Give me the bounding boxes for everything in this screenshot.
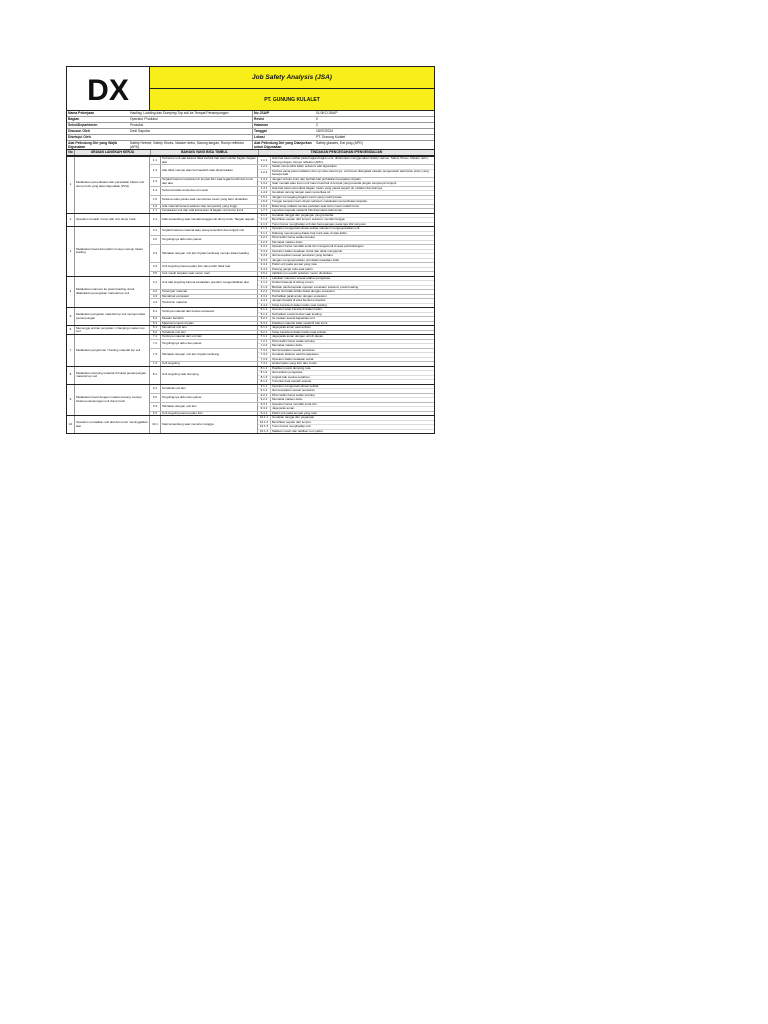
control-text: Hindari jalan yang licin dan curam. xyxy=(272,361,318,365)
info-label: Disetujui Oleh xyxy=(68,135,91,139)
control-number: 1.7.1 xyxy=(258,209,271,213)
control-text: Turunkan bak setelah selesai. xyxy=(272,379,312,383)
step-number: 10 xyxy=(67,416,75,433)
hazard-number: 3.2 xyxy=(150,236,161,244)
control-text: Pastikan material tidak melebihi bak truck. xyxy=(272,320,329,325)
column-hazard: BAHAYA YANG BISA TIMBUL xyxy=(150,150,258,155)
control-text: Jangan berada di area bucket excavator. xyxy=(272,298,327,302)
control-text: Tunggu sampai mesin dingin sebelum melakukan pemeriksaan lanjutan. xyxy=(272,199,368,203)
control-number: 3.2.1 xyxy=(258,236,271,240)
control-text: Perhatikan posisi bucket saat loading. xyxy=(272,311,323,316)
control-number: 4.1.1 xyxy=(258,277,271,281)
hazard-number: 1.3 xyxy=(150,178,161,186)
control-text: Laporkan kepada mekanik bila ditemukan kebocoran. xyxy=(272,208,344,212)
hazard-number: 6.1 xyxy=(150,326,161,330)
control-text: Jaga jarak aman dengan unit di depan. xyxy=(272,334,324,338)
control-number: 7.4.1 xyxy=(258,362,271,366)
hazard-number: 5.2 xyxy=(150,317,161,321)
control-number: 1.3.2 xyxy=(258,182,271,186)
control-number: 3.2.2 xyxy=(258,241,271,245)
control-row xyxy=(258,169,434,177)
hazard-number: 9.1 xyxy=(150,385,161,393)
control-number: 4.1.3 xyxy=(258,286,271,290)
control-text: Jaga jarak aman. xyxy=(272,406,296,410)
control-number: 4.4.2 xyxy=(258,304,271,308)
control-text: Perhatikan jarak aman dengan excavator. xyxy=(272,293,328,298)
hazard-number: 1.5 xyxy=(150,196,161,204)
hazard-row xyxy=(150,186,434,195)
control-number: 4.3.1 xyxy=(258,295,271,299)
hazard-text: Unit masih berjalan saat mesin mati xyxy=(161,272,258,276)
hazard-text: Tergulingnya debu dan panas xyxy=(161,340,258,348)
hazard-text: Unit terguling karena jalan licin dan parkir tidak rata xyxy=(161,263,258,271)
control-text: Operator dalam keadaan sehat. xyxy=(272,356,315,361)
hazard-text: Unit terguling saat dumping xyxy=(161,367,258,384)
hazard-row xyxy=(150,402,434,411)
control-text: Memakai masker debu. xyxy=(272,343,304,347)
hazard-row xyxy=(150,339,434,348)
table-row xyxy=(67,366,434,384)
table-row xyxy=(67,325,434,334)
control-text: Buka tutup radiator secara perlahan saat suhu mesin sudah turun. xyxy=(272,203,360,208)
control-text: Memakai masker debu. xyxy=(272,239,304,244)
hazard-text: Unit alat tergoling karena kesalahan operator mengendalikan alat xyxy=(161,277,258,290)
control-text: Isi muatan sesuai kapasitas unit. xyxy=(272,316,316,320)
control-number: 8.1.1 xyxy=(258,367,271,371)
control-text: Turun harus menghadap unit. xyxy=(272,424,312,428)
control-number: 3.3.2 xyxy=(258,250,271,254)
info-label: Alat Pelindung Diri yang Dianjurkan untuk Digunakan xyxy=(252,141,315,149)
control-text: Parkir unit pada tempat yang rata. xyxy=(272,410,318,415)
control-row xyxy=(258,362,434,366)
hazard-number: 1.2 xyxy=(150,165,161,177)
column-control: TINDAKAN PENCEGAHAN /PENGENDALIAN xyxy=(258,150,434,155)
control-number: 1.4.2 xyxy=(258,191,271,195)
control-number: 9.1.1 xyxy=(258,385,271,389)
table-row xyxy=(67,415,434,433)
step-text: Melakukan pengiriman / hauling material top soil xyxy=(75,335,150,366)
hazard-row xyxy=(150,208,434,213)
hazard-row xyxy=(150,262,434,271)
hazard-number: 1.7 xyxy=(150,209,161,213)
hazard-number: 3.1 xyxy=(150,227,161,235)
step-number: 5 xyxy=(67,308,75,325)
control-text: Ikut kecepatan sesuai peraturan. xyxy=(272,388,316,392)
hazard-row xyxy=(150,164,434,177)
hazard-text: Material tumpah di jalan xyxy=(161,322,258,326)
info-value: 2 xyxy=(316,123,318,127)
hazard-text: Menabrak excavator xyxy=(161,295,258,299)
hazard-number: 2.1 xyxy=(150,214,161,227)
control-number: 9.4.1 xyxy=(258,412,271,416)
hazard-row xyxy=(150,157,434,164)
info-row xyxy=(67,134,434,140)
control-text: Hati-hati saat melihat pada bagian-bagian unit, diharuskan menggunakan Safety Helmet, Safety Shoes, Masker debu, Sarung tangan, Rompi reflektor (APD). xyxy=(272,156,429,164)
control-text: Berikan tanda kepada operator excavator sebelum posisi loading. xyxy=(272,284,360,289)
control-number: 6.2.1 xyxy=(258,331,271,335)
info-value: Dedi Saputra xyxy=(130,129,150,133)
hazard-text: Alat tidak mampu atau bermasalah saat dioperasikan. xyxy=(161,165,258,177)
hazard-number: 8.1 xyxy=(150,367,161,384)
step-number: 2 xyxy=(67,214,75,227)
hazard-row xyxy=(150,393,434,402)
control-text: Ikuti arahan pengawas. xyxy=(272,370,304,374)
hazard-row xyxy=(150,244,434,262)
control-number: 9.1.2 xyxy=(258,389,271,393)
control-number: 2.1.1 xyxy=(258,214,271,218)
step-text: Melakukan dumping material di lokasi penampungan material top soil xyxy=(75,367,150,384)
hazard-text: Tergulingnya debu dan panas xyxy=(161,394,258,402)
control-text: Memakai masker debu. xyxy=(272,397,304,401)
hazard-text: Kaki tersandung saat menuruni tangga xyxy=(161,416,258,433)
control-number: 5.1.1 xyxy=(258,308,271,312)
control-text: Gunakan sarung tangan saat memeriksa oli. xyxy=(272,190,331,194)
control-number: 10.1.3 xyxy=(258,425,271,429)
info-label: Bagian xyxy=(68,117,80,121)
hazard-row xyxy=(150,308,434,316)
control-text: Aktifkan rem parkir sebelum mesin dimatikan. xyxy=(272,271,333,275)
step-text: Operator mematikan unit alat dan turun meninggalkan alat xyxy=(75,416,150,433)
hazard-text: Terbentur unit alat karena tidak berhati-hati saat melihat bagian-bagian alat xyxy=(161,157,258,164)
step-text: Melakukan manuver ke posisi loading untuk dilakukannya pengisian material top soil xyxy=(75,277,150,308)
table-row xyxy=(67,384,434,416)
control-number: 7.3.2 xyxy=(258,353,271,357)
hazard-number: 7.2 xyxy=(150,340,161,348)
hazard-number: 4.1 xyxy=(150,277,161,290)
hazard-text: Menabrak unit lain xyxy=(161,326,258,330)
hazard-text: Tertimpa material dari bucket excavator xyxy=(161,308,258,316)
control-text: Saat menaiki atau turun unit harus hati-hati di tempat yang tersedia jangan sampai jari terjepit. xyxy=(272,181,398,185)
info-value: Safety Helmet, Safety Shoes, Masker debu, Sarung tangan, Rompi reflektor (APD) xyxy=(130,141,244,149)
column-step: URAIAN LANGKAH KERJA xyxy=(74,150,150,155)
company-name: PT. GUNUNG KULALET xyxy=(150,88,434,110)
info-value: Produksi xyxy=(130,123,144,127)
hazard-text: Tertabrak unit lain xyxy=(161,331,258,335)
column-no: No xyxy=(68,150,73,154)
document-header xyxy=(67,67,434,111)
control-number: 3.4.1 xyxy=(258,263,271,267)
control-text: Gunakan tangga dan pegangan yang tersedia. xyxy=(272,212,334,217)
info-value: Safety glasses, Ear plug (APD) xyxy=(316,141,363,145)
control-number: 1.2.1 xyxy=(258,165,271,169)
hazard-number: 1.1 xyxy=(150,157,161,164)
table-body xyxy=(67,156,434,433)
step-number: 7 xyxy=(67,335,75,366)
control-number: 3.3.3 xyxy=(258,254,271,258)
control-text: Matikan mesin dan aktifkan rem parkir. xyxy=(272,428,324,433)
control-number: 2.1.3 xyxy=(258,223,271,227)
control-number: 10.1.1 xyxy=(258,416,271,420)
control-number: 3.1.1 xyxy=(258,227,271,231)
control-number: 4.2.1 xyxy=(258,290,271,294)
step-text: Operator menaiki / turun dari unit dump truck. xyxy=(75,214,150,227)
hazard-text: Unit terguling karena jalan licin xyxy=(161,412,258,416)
step-number: 4 xyxy=(67,277,75,308)
hazard-text: Kendaraan unit dan ada kebocoran di bagian unit dump truck xyxy=(161,209,258,213)
info-label: Tanggal xyxy=(252,129,315,134)
control-text: Bersihkan sepatu dari lumpur. xyxy=(272,419,312,424)
control-text: Jangan memegang bagian mesin yang masih panas. xyxy=(272,194,343,199)
control-number: 7.3.1 xyxy=(258,349,271,353)
control-number: 1.5.2 xyxy=(258,200,271,204)
company-logo xyxy=(67,67,150,110)
control-number: 7.1.1 xyxy=(258,335,271,339)
hazard-row xyxy=(150,361,434,366)
info-value: Operator Produksi xyxy=(130,117,158,121)
control-text: Operator tetap berada di dalam kabin. xyxy=(272,307,323,311)
control-number: 1.1.1 xyxy=(258,157,271,164)
hazard-number: 10.1 xyxy=(150,416,161,433)
info-label: Alat Pelindung Diri yang Wajib Digunakan xyxy=(68,141,118,149)
step-number: 3 xyxy=(67,227,75,276)
control-number: 9.2.1 xyxy=(258,394,271,398)
hazard-number: 6.2 xyxy=(150,331,161,335)
step-number: 8 xyxy=(67,367,75,384)
hazard-number: 5.1 xyxy=(150,308,161,316)
hazard-text: Terlempar material xyxy=(161,290,258,294)
control-number: 8.1.2 xyxy=(258,371,271,375)
hazard-number: 7.4 xyxy=(150,362,161,366)
hazard-text: Tergulingnya debu dan panas xyxy=(161,236,258,244)
hazard-row xyxy=(150,298,434,307)
control-text: Operator mengamati situasi sekitar. xyxy=(272,383,320,388)
control-text: Jangan terburu-buru dan berhati-hati perhatikan kecepatan di jalan. xyxy=(272,176,362,181)
control-text: Tetap berada di dalam kabin saat antrian. xyxy=(272,329,328,334)
control-number: 5.3.1 xyxy=(258,322,271,326)
step-number: 9 xyxy=(67,385,75,416)
control-text: Operator harus memiliki surat izin. xyxy=(272,401,318,406)
control-text: Pastikan posisi dumping rata. xyxy=(272,365,312,370)
hazard-number: 1.4 xyxy=(150,187,161,195)
hazard-number: 9.2 xyxy=(150,394,161,402)
table-row xyxy=(67,276,434,308)
control-text: Tetap berada di dalam kabin saat loading. xyxy=(272,302,328,307)
hazard-text: Tertabrak unit lain xyxy=(161,385,258,393)
control-text: Parkir unit pada tempat yang rata. xyxy=(272,262,318,266)
hazard-text: Ada material karena tekanan dan temperatur yang tinggi xyxy=(161,205,258,209)
hazard-number: 3.5 xyxy=(150,272,161,276)
control-number: 8.1.4 xyxy=(258,380,271,384)
info-label: Halaman xyxy=(252,123,315,128)
control-number: 8.1.3 xyxy=(258,376,271,380)
hazard-text: Tabrakan dengan unit lain di jalan tambang menuju lokasi loading xyxy=(161,245,258,262)
control-number: 5.2.1 xyxy=(258,317,271,321)
jsa-document xyxy=(66,66,435,434)
hazard-number: 9.4 xyxy=(150,412,161,416)
table-row xyxy=(67,226,434,276)
table-row xyxy=(67,156,434,213)
hazard-text: Terkena bahan kimia dan oli mesin xyxy=(161,187,258,195)
info-value: PT. Gunung Kulalet xyxy=(316,135,346,139)
info-value: 01/JKC/JSA/P xyxy=(316,111,338,115)
step-text: Melakukan pemeriksaan dan perawatan harian unit dump truck yang akan digunakan (P2H) xyxy=(75,157,150,213)
control-number: 1.2.2 xyxy=(258,170,271,177)
control-text: Pasang ganjal roda saat parkir. xyxy=(272,266,314,271)
control-number: 3.3.1 xyxy=(258,245,271,249)
control-text: Bersihkan sepatu dari lumpur sebelum menaiki tangga. xyxy=(272,217,346,221)
hazard-number: 7.3 xyxy=(150,349,161,362)
control-text: Gunakan klakson saat berpapasan. xyxy=(272,352,320,356)
hazard-row xyxy=(150,277,434,290)
control-text: Jaga jarak aman saat antrian. xyxy=(272,325,312,329)
hazard-row xyxy=(150,416,434,433)
info-row xyxy=(67,111,434,116)
control-number: 7.2.1 xyxy=(258,340,271,344)
control-number: 4.4.1 xyxy=(258,299,271,303)
hazard-number: 4.3 xyxy=(150,295,161,299)
hazard-row xyxy=(150,385,434,393)
control-number: 1.3.1 xyxy=(258,178,271,182)
info-label: Lokasi xyxy=(252,135,315,140)
document-title: Job Safety Analysis (JSA) xyxy=(150,67,434,88)
hazard-text: Tertimbun material xyxy=(161,299,258,307)
hazard-text: Terjatuh karena material atau orang tersentuh dan terjepit unit xyxy=(161,227,258,235)
hazard-number: 1.6 xyxy=(150,205,161,209)
control-text: Turun harus menghadap unit dan berpegangan pada tiga titik tumpuan. xyxy=(272,221,367,226)
control-text: Dilarang menumpang diatas bak truck atau di atas kabin. xyxy=(272,230,348,235)
control-number: 9.3.1 xyxy=(258,403,271,407)
control-number: 5.1.2 xyxy=(258,313,271,317)
hazard-text: Tabrakan dengan unit lain di jalan tambang xyxy=(161,349,258,362)
hazard-text: Kaki tersandung saat menaiki tangga unit dump truck, Tangan terjepit. xyxy=(161,214,258,227)
hazard-text: Muatan berlebih xyxy=(161,317,258,321)
info-value: 15/07/2024 xyxy=(316,129,333,133)
hazard-text: Terkena suku panas saat memeriksa mesin yang baru dimatikan xyxy=(161,196,258,204)
info-row xyxy=(67,122,434,128)
info-row xyxy=(67,128,434,134)
hazard-text: Terjatuh karena terpeleset di tempat licin saat tegak berdiri dan turun dari alat. xyxy=(161,178,258,186)
hazard-number: 4.2 xyxy=(150,290,161,294)
control-text: Pintu kabin harus selalu tertutup. xyxy=(272,338,316,343)
hazard-row xyxy=(150,214,434,227)
info-row xyxy=(67,140,434,149)
control-text: Lakukan manuver sesuai arahan pengawas. xyxy=(272,275,331,280)
control-number: 6.1.1 xyxy=(258,326,271,330)
control-number: 3.5.1 xyxy=(258,272,271,276)
control-text: Operator mengamati situasi sekitar sebelum mengoperasikan unit. xyxy=(272,226,361,230)
step-text: Melakukan travel dengan muatan kosong menuju lokasi penampungan unit dump truck xyxy=(75,385,150,416)
hazard-number: 3.4 xyxy=(150,263,161,271)
control-number: 1.4.1 xyxy=(258,187,271,191)
hazard-row xyxy=(150,227,434,235)
info-label: Nama Pekerjaan xyxy=(68,111,95,115)
control-text: Pintu kabin harus selalu tertutup. xyxy=(272,392,316,397)
control-number: 2.1.2 xyxy=(258,218,271,222)
control-text: Selalu cek kondisi kabin sebelum alat digunakan. xyxy=(272,164,338,168)
control-text: Gunakan tangga dan pegangan. xyxy=(272,415,316,419)
step-number: 1 xyxy=(67,157,75,213)
hazard-text: Tabrakan dengan unit lain xyxy=(161,403,258,411)
control-number: 9.3.2 xyxy=(258,407,271,411)
control-text: Ikut kecepatan sesuai peraturan yang berlaku. xyxy=(272,253,334,257)
control-number: 7.3.3 xyxy=(258,358,271,362)
control-row xyxy=(258,209,434,213)
step-number: 6 xyxy=(67,326,75,334)
control-text: Angkat bak secara perlahan. xyxy=(272,374,311,379)
control-number: 1.5.1 xyxy=(258,196,271,200)
control-row xyxy=(258,429,434,434)
control-number: 3.3.4 xyxy=(258,259,271,263)
info-value: 0 xyxy=(316,117,318,121)
control-text: Ikut kecepatan sesuai peraturan. xyxy=(272,347,316,352)
control-text: Operator dalam keadaan sehat dan tidak mengantuk. xyxy=(272,248,343,253)
table-row xyxy=(67,334,434,366)
hazard-row xyxy=(150,271,434,276)
table-row xyxy=(67,213,434,227)
control-text: Hati-hati saat memeriksa bagian mesin yang panas seperti oli, radiator dan lainnya. xyxy=(272,185,383,190)
control-number: 10.1.4 xyxy=(258,430,271,434)
document-info xyxy=(67,111,434,150)
info-label: Revisi xyxy=(252,117,315,122)
hazard-number: 9.3 xyxy=(150,403,161,411)
table-row xyxy=(67,307,434,325)
hazard-number: 3.3 xyxy=(150,245,161,262)
info-label: No JSA/P xyxy=(252,111,315,116)
step-text: Melakukan pengisian material top soil menuju lokasi penampungan xyxy=(75,308,150,325)
hazard-row xyxy=(150,177,434,186)
control-number: 1.6.1 xyxy=(258,205,271,209)
control-row xyxy=(258,379,434,384)
hazard-text: Unit terguling xyxy=(161,362,258,366)
hazard-number: 4.4 xyxy=(150,299,161,307)
hazard-number: 5.3 xyxy=(150,322,161,326)
control-number: 3.4.2 xyxy=(258,268,271,272)
control-row xyxy=(258,157,434,164)
svg-text:DX: DX xyxy=(87,73,129,104)
control-text: Posisi unit tidak terlalu dekat dengan excavator. xyxy=(272,289,336,293)
control-row xyxy=(258,272,434,276)
control-text: Pintu kabin harus selalu tertutup. xyxy=(272,235,316,239)
step-text: Menunggu antrian pengisian / changing muatan top soil xyxy=(75,326,150,334)
hazard-row xyxy=(150,348,434,362)
control-text: Hindari bekerja di tebing curam. xyxy=(272,280,315,284)
hazard-text: Tertimpa material dari unit lain xyxy=(161,335,258,339)
control-number: 3.1.2 xyxy=(258,232,271,236)
control-number: 7.2.2 xyxy=(258,344,271,348)
info-value xyxy=(129,135,252,140)
hazard-row xyxy=(150,235,434,244)
hazard-row xyxy=(150,367,434,384)
control-number: 4.1.2 xyxy=(258,281,271,285)
info-label: Seksi/Departemen xyxy=(68,123,98,127)
info-value: Hauling, Loading dan Dumping Top soil ke Tempat Penampungan xyxy=(130,111,229,115)
control-text: Periksa panel-panel indikator dan uji coba sistemnya, unit harus dilengkapi catatan pengecekan alat bantu sistim yang bekerja baik. xyxy=(272,168,429,176)
control-number: 9.2.2 xyxy=(258,398,271,402)
control-text: Operator harus memiliki surat izin mengemudi di area pertambangan. xyxy=(272,244,365,248)
step-text: Melakukan travel dari parkir menuju menuju lokasi loading xyxy=(75,227,150,276)
control-text: Jangan mengoperasikan unit dalam keadaan lelah. xyxy=(272,257,340,262)
info-row xyxy=(67,116,434,122)
control-number: 10.1.2 xyxy=(258,421,271,425)
info-label: Disusun Oleh xyxy=(68,129,90,133)
hazard-number: 7.1 xyxy=(150,335,161,339)
hazard-row xyxy=(150,195,434,204)
